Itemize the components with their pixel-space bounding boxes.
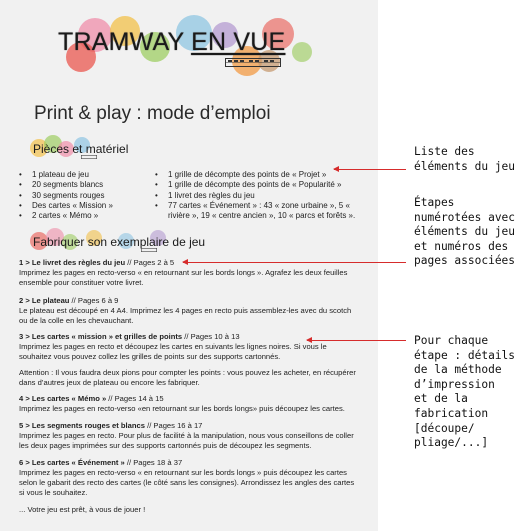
step-pages: // Pages 18 à 37 xyxy=(124,458,183,467)
list-item: • 20 segments blancs xyxy=(19,180,149,190)
page-title: Print & play : mode d’emploi xyxy=(34,103,271,124)
list-item: • 1 grille de décompte des points de « Popularité » xyxy=(155,180,360,190)
step-title: 1 > Le livret des règles du jeu xyxy=(19,258,126,267)
step-block xyxy=(19,394,361,414)
step-pages: // Pages 16 à 17 xyxy=(144,421,203,430)
pieces-list-left xyxy=(19,170,149,221)
step-pages: // Pages 14 à 15 xyxy=(106,394,164,403)
list-item: • 2 cartes « Mémo » xyxy=(19,211,149,221)
annotation-line: pages associées xyxy=(414,254,516,268)
annotation-line: et numéros des xyxy=(414,239,509,253)
list-item: • 1 plateau de jeu xyxy=(19,170,149,180)
list-item: • 77 cartes « Événement » : 43 « zone urbaine », 5 « rivière », 19 « centre ancien », 10 « parcs et forêts ». xyxy=(155,201,360,222)
annotation-line: fabrication xyxy=(414,406,489,420)
annotation-line: et de la xyxy=(414,392,468,406)
annotation-pieces xyxy=(414,145,515,174)
annotation-line: Étapes xyxy=(414,196,455,209)
list-item: • 1 grille de décompte des points de « Projet » xyxy=(155,170,360,180)
step-title: 6 > Les cartes « Événement » xyxy=(19,458,125,467)
step-title: 4 > Les cartes « Mémo » xyxy=(19,394,107,403)
annotation-line: étape : détails xyxy=(414,348,516,362)
annotation-line: pliage/...] xyxy=(414,436,489,450)
step-text: Imprimez les pages en recto-verso « en retournant sur les bords longs ». Agrafez les deux feuilles ensemble pour constituer votre livret. xyxy=(19,268,348,287)
step-block xyxy=(19,296,361,326)
annotation-line: éléments du jeu xyxy=(414,225,516,239)
annotation-line: de la méthode xyxy=(414,363,502,377)
pieces-list-right xyxy=(155,170,360,221)
step-text: Imprimez les pages en recto. Pour plus de facilité à la manipulation, nous vous conseillons de coller les deux pages imprimées sur des supports cartonnés puis de découpez les segments. xyxy=(19,431,354,450)
step-text: Imprimez les pages en recto et découpez les cartes en suivants les lignes noires. Si vous le souhaitez vous pouvez collez les grilles de points sur des supports cartonnés. xyxy=(19,342,327,361)
arrow-details xyxy=(307,340,406,341)
annotation-line: Liste des xyxy=(414,145,475,158)
annotation-line: [découpe/ xyxy=(414,421,475,435)
tram-icon xyxy=(225,58,281,68)
step-conclusion xyxy=(19,505,361,515)
annotation-details xyxy=(414,334,515,451)
annotation-line: éléments du jeu xyxy=(414,159,516,173)
annotation-line: numérotées avec xyxy=(414,210,516,224)
logo-title-part2: EN VUE xyxy=(191,28,286,56)
step-block xyxy=(19,421,361,451)
annotation-line: d’impression xyxy=(414,377,495,391)
step-title: 2 > Le plateau xyxy=(19,296,70,305)
step-title: 3 > Les cartes « mission » et grilles de points xyxy=(19,332,183,341)
step-text: Le plateau est découpé en 4 A4. Imprimez les 4 pages en recto puis assemblez-les avec du scotch ou de la colle en les chevauchant. xyxy=(19,306,352,325)
list-item: • Des cartes « Mission » xyxy=(19,201,149,211)
step-note xyxy=(19,368,361,388)
list-item: • 1 livret des règles du jeu xyxy=(155,191,360,201)
step-pages: // Pages 10 à 13 xyxy=(182,332,240,341)
step-pages: // Pages 2 à 5 xyxy=(125,258,175,267)
section-heading-fabriquer: Fabriquer son exemplaire de jeu xyxy=(33,235,206,249)
section-heading-pieces: Pièces et matériel xyxy=(33,142,129,156)
step-pages: // Pages 6 à 9 xyxy=(69,296,119,305)
arrow-pieces xyxy=(334,169,406,170)
step-title: 5 > Les segments rouges et blancs xyxy=(19,421,145,430)
list-item: • 30 segments rouges xyxy=(19,191,149,201)
logo-title-part1: TRAMWAY xyxy=(58,28,192,56)
logo-circle xyxy=(292,42,312,62)
step-block xyxy=(19,458,361,498)
annotation-line: Pour chaque xyxy=(414,334,489,347)
logo-title xyxy=(58,28,285,57)
arrow-steps xyxy=(183,262,406,263)
step-text: Imprimez les pages en recto-verso «en retournant sur les bords longs» puis découpez les cartes. xyxy=(19,404,345,413)
annotation-steps xyxy=(414,196,515,269)
step-text: Imprimez les pages en recto-verso « en retournant sur les bords longs » puis découpez les cartes selon le gabarit des recto des cartes (le côté sans les consignes). Arrondissez les angles des cartes si vous le souhaitez. xyxy=(19,468,355,497)
step-text: ... Votre jeu est prêt, à vous de jouer ! xyxy=(19,505,146,514)
step-text: Attention : Il vous faudra deux pions pour compter les points : vous pouvez les acheter, en récupérer dans d’autres jeux de plateau ou encore les fabriquer. xyxy=(19,368,356,387)
tram-mini-icon xyxy=(141,248,157,252)
tram-mini-icon xyxy=(81,155,97,159)
